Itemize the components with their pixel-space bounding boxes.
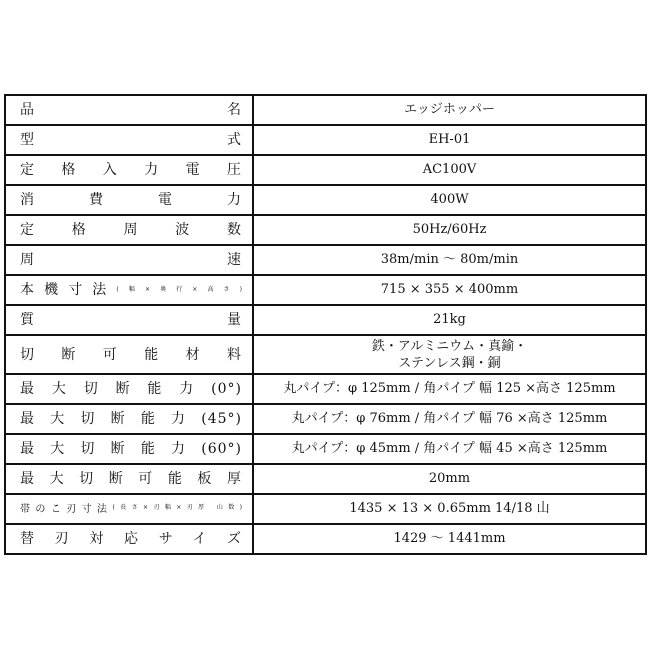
spec-label: 定格周波数 bbox=[5, 215, 253, 245]
spec-value: AC100V bbox=[253, 155, 646, 185]
spec-label-main: 本機寸法 bbox=[20, 282, 117, 298]
spec-row-frequency bbox=[5, 215, 646, 245]
spec-value: 715 × 355 × 400mm bbox=[253, 275, 646, 305]
spec-label: 定格入力電圧 bbox=[5, 155, 253, 185]
spec-value: 38m/min 〜 80m/min bbox=[253, 245, 646, 275]
spec-value: 20mm bbox=[253, 464, 646, 494]
spec-row-mass bbox=[5, 305, 646, 335]
spec-row-replacement-blade-size bbox=[5, 524, 646, 554]
spec-row-dimensions bbox=[5, 275, 646, 305]
spec-value: 丸パイプ：φ 76mm / 角パイプ 幅 76 ×高さ 125mm bbox=[253, 404, 646, 434]
spec-label bbox=[5, 494, 253, 524]
spec-row-blade-dimensions bbox=[5, 494, 646, 524]
spec-value: 400W bbox=[253, 185, 646, 215]
spec-value: 丸パイプ：φ 125mm / 角パイプ 幅 125 ×高さ 125mm bbox=[253, 374, 646, 404]
spec-label: 質量 bbox=[5, 305, 253, 335]
spec-value bbox=[253, 335, 646, 374]
spec-value: 丸パイプ：φ 45mm / 角パイプ 幅 45 ×高さ 125mm bbox=[253, 434, 646, 464]
spec-label: 品名 bbox=[5, 95, 253, 125]
spec-row-power-consumption bbox=[5, 185, 646, 215]
spec-row-rated-voltage bbox=[5, 155, 646, 185]
spec-value-line: 鉄・アルミニウム・真鍮・ bbox=[371, 338, 528, 354]
spec-value-line: ステンレス鋼・銅 bbox=[398, 355, 501, 371]
spec-label-note: (長さ×刃幅×刃厚 山数) bbox=[112, 504, 242, 511]
spec-value: 50Hz/60Hz bbox=[253, 215, 646, 245]
spec-value: エッジホッパー bbox=[253, 95, 646, 125]
spec-row-max-plate-thickness bbox=[5, 464, 646, 494]
spec-row-peripheral-speed bbox=[5, 245, 646, 275]
spec-row-max-cut-60 bbox=[5, 434, 646, 464]
spec-label bbox=[5, 275, 253, 305]
spec-row-model bbox=[5, 125, 646, 155]
spec-value: EH-01 bbox=[253, 125, 646, 155]
spec-label: 最大切断能力(45°) bbox=[5, 404, 253, 434]
spec-row-product-name bbox=[5, 95, 646, 125]
spec-label: 最大切断可能板厚 bbox=[5, 464, 253, 494]
spec-label-note: (幅×奥行×高さ) bbox=[116, 286, 242, 293]
spec-label: 替刃対応サイズ bbox=[5, 524, 253, 554]
spec-label: 切断可能材料 bbox=[5, 335, 253, 374]
spec-label: 最大切断能力(0°) bbox=[5, 374, 253, 404]
spec-label: 消費電力 bbox=[5, 185, 253, 215]
spec-value: 21kg bbox=[253, 305, 646, 335]
spec-label-main: 帯のこ刃寸法 bbox=[20, 504, 113, 515]
spec-row-max-cut-0 bbox=[5, 374, 646, 404]
spec-table bbox=[4, 94, 647, 555]
spec-label: 周速 bbox=[5, 245, 253, 275]
spec-label: 型式 bbox=[5, 125, 253, 155]
spec-value: 1429 〜 1441mm bbox=[253, 524, 646, 554]
spec-label: 最大切断能力(60°) bbox=[5, 434, 253, 464]
spec-value: 1435 × 13 × 0.65mm 14/18 山 bbox=[253, 494, 646, 524]
spec-row-materials bbox=[5, 335, 646, 374]
spec-row-max-cut-45 bbox=[5, 404, 646, 434]
